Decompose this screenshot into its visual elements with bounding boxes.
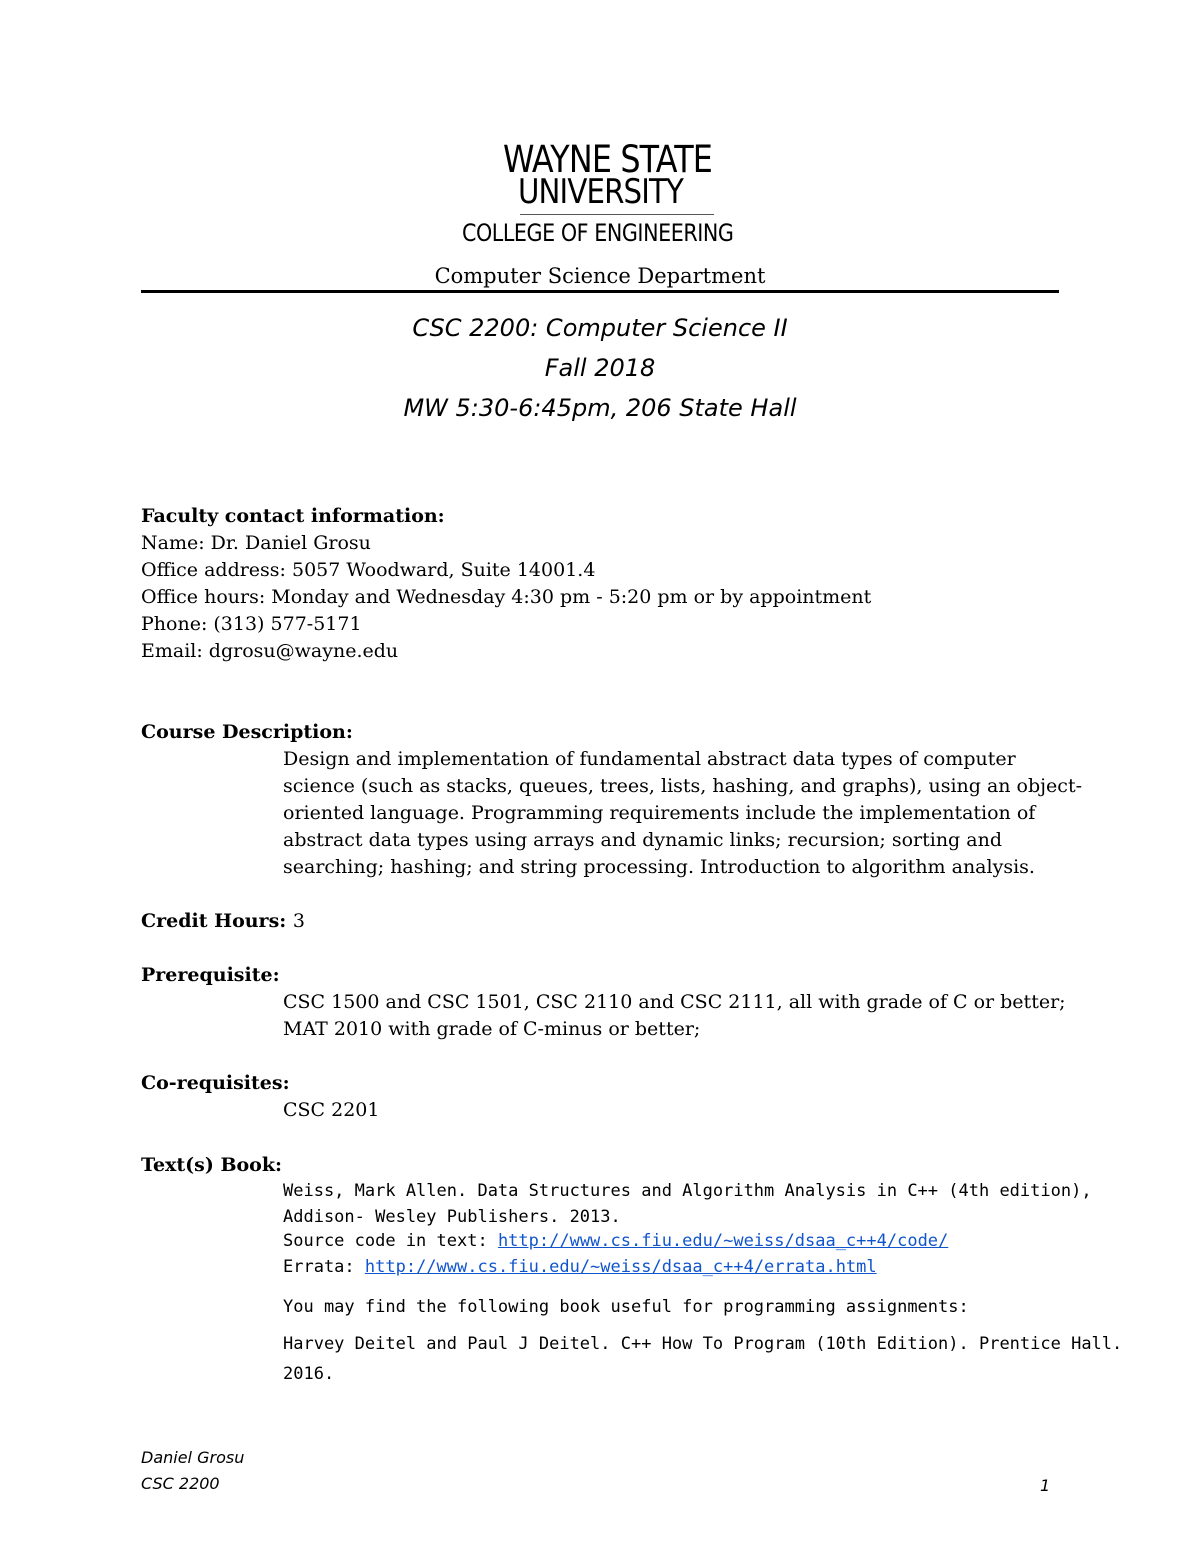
prerequisite-heading: Prerequisite: <box>141 964 280 986</box>
textbook-citation: Weiss, Mark Allen. Data Structures and Algorithm Analysis in C++ (4th edition), <box>283 1181 1092 1201</box>
faculty-office: Office address: 5057 Woodward, Suite 14001.4 <box>141 559 596 581</box>
faculty-hours: Office hours: Monday and Wednesday 4:30 pm - 5:20 pm or by appointment <box>141 586 872 608</box>
header-rule <box>141 290 1059 293</box>
description-heading: Course Description: <box>141 721 353 743</box>
footer-course: CSC 2200 <box>141 1474 220 1493</box>
corequisites-value: CSC 2201 <box>283 1099 380 1121</box>
description-line: abstract data types using arrays and dynamic links; recursion; sorting and <box>283 829 1002 851</box>
course-schedule: MW 5:30-6:45pm, 206 State Hall <box>403 394 797 422</box>
textbook-errata <box>283 1254 877 1281</box>
extra-book-citation: Harvey Deitel and Paul J Deitel. C++ How To Program (10th Edition). Prentice Hall. <box>283 1334 1123 1354</box>
description-line: oriented language. Programming requirements include the implementation of <box>283 802 1036 824</box>
description-line: science (such as stacks, queues, trees, lists, hashing, and graphs), using an object- <box>283 775 1082 797</box>
credit-heading: Credit Hours: <box>141 910 287 932</box>
prerequisite-line: CSC 1500 and CSC 1501, CSC 2110 and CSC 2111, all with grade of C or better; <box>283 991 1066 1013</box>
useful-book-note: You may find the following book useful for programming assignments: <box>283 1297 969 1317</box>
faculty-name: Name: Dr. Daniel Grosu <box>141 532 371 554</box>
department-name: Computer Science Department <box>434 264 766 288</box>
source-code-label: Source code in text: <box>283 1231 498 1251</box>
credit-hours <box>141 908 305 935</box>
credit-value: 3 <box>292 910 305 932</box>
errata-label: Errata: <box>283 1257 365 1277</box>
description-line: Design and implementation of fundamental abstract data types of computer <box>283 748 1016 770</box>
page-number: 1 <box>1040 1476 1051 1495</box>
faculty-email: Email: dgrosu@wayne.edu <box>141 640 399 662</box>
faculty-phone: Phone: (313) 577-5171 <box>141 613 362 635</box>
faculty-heading: Faculty contact information: <box>141 505 445 527</box>
textbook-publisher: Addison- Wesley Publishers. 2013. <box>283 1207 621 1227</box>
logo-wayne-state: WAYNE STATE <box>503 138 713 181</box>
textbook-source-code <box>283 1228 948 1255</box>
errata-link[interactable]: http://www.cs.fiu.edu/~weiss/dsaa_c++4/errata.html <box>364 1257 877 1277</box>
extra-book-year: 2016. <box>283 1364 335 1384</box>
corequisites-heading: Co-requisites: <box>141 1072 290 1094</box>
logo-college: COLLEGE OF ENGINEERING <box>462 219 734 247</box>
logo-university: UNIVERSITY <box>518 172 683 212</box>
footer-author: Daniel Grosu <box>141 1448 245 1467</box>
source-code-link[interactable]: http://www.cs.fiu.edu/~weiss/dsaa_c++4/code/ <box>497 1231 949 1251</box>
description-line: searching; hashing; and string processing. Introduction to algorithm analysis. <box>283 856 1035 878</box>
logo-divider <box>520 214 714 215</box>
prerequisite-line: MAT 2010 with grade of C-minus or better; <box>283 1018 701 1040</box>
course-term: Fall 2018 <box>544 354 656 382</box>
course-title: CSC 2200: Computer Science II <box>412 314 788 342</box>
textbook-heading: Text(s) Book: <box>141 1154 283 1176</box>
